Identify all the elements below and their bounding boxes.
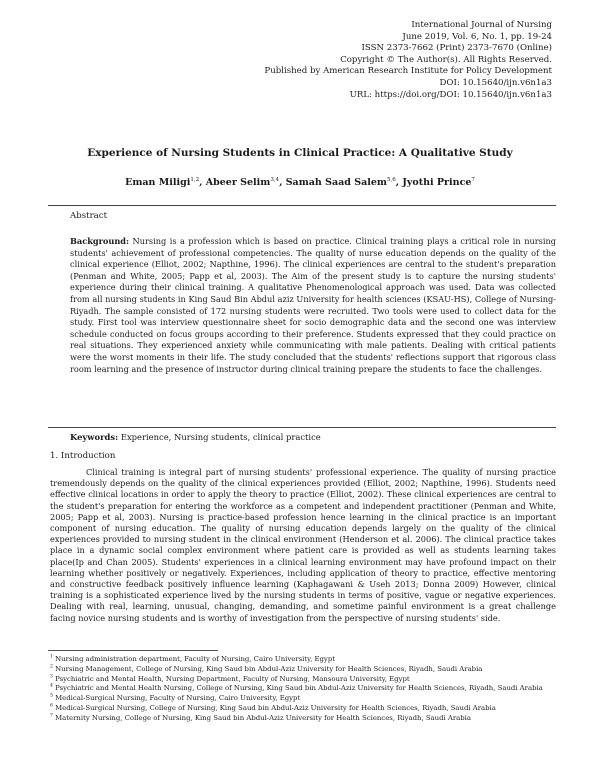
- abstract-text: [70, 236, 556, 375]
- keywords-label: Keywords:: [70, 432, 119, 442]
- footnotes: [50, 655, 556, 724]
- author-affiliation: 5,6: [386, 176, 396, 183]
- footnote: $^1$ Nursing administration department, Faculty of Nursing, Cairo University, Egypt: [50, 654, 335, 663]
- footnote: $^2$ Nursing Management, College of Nursing, King Saud bin Abdul-Aziz University for Health Sciences, Riyadh, Saudi Arabia: [50, 664, 483, 673]
- footnote: $^4$ Psychiatric and Mental Health Nursing, College of Nursing, King Saud bin Abdul-Aziz University for Health Sciences, Riyadh, Saudi Arabia: [50, 684, 543, 693]
- footnote: $^3$ Psychiatric and Mental Health, Nursing Department, Faculty of Nursing, Mansoura University, Egypt: [50, 674, 410, 683]
- divider: [48, 427, 556, 428]
- journal-copyright: Copyright © The Author(s). All Rights Reserved.: [340, 54, 552, 65]
- author-name: Samah Saad Salem: [285, 177, 387, 188]
- journal-issue: June 2019, Vol. 6, No. 1, pp. 19-24: [402, 31, 552, 42]
- footnote: $^5$ Medical-Surgical Nursing, Faculty of Nursing, Cairo University, Egypt: [50, 693, 301, 703]
- author-name: Eman Miligi: [125, 177, 191, 188]
- keywords-text: Experience, Nursing students, clinical practice: [118, 432, 321, 442]
- paper-title: Experience of Nursing Students in Clinical Practice: A Qualitative Study: [87, 147, 513, 159]
- abstract-heading: Abstract: [70, 211, 108, 221]
- author-list: Eman Miligi$^{1,2}$, Abeer Selim$^{3,4}$, Samah Saad Salem$^{5,6}$, Jyothi Prince$^7$: [125, 176, 475, 188]
- author-affiliation: 7: [471, 176, 475, 183]
- journal-issn: ISSN 2373-7662 (Print) 2373-7670 (Online): [361, 43, 552, 54]
- abstract-content: Nursing is a profession which is based on practice. Clinical training plays a critical role in nursing students' achievement of professional competencies. The quality of nurse education depends on the quality of the clinical experience (Elliot, 2002; Napthine, 1996). The clinical experiences are central to the student's preparation (Penman and White, 2005; Papp et al, 2003). The Aim of the present study is to capture the nursing students' experience during their clinical training. A qualitative Phenomenological approach was used. Data was collected from all nursing students in King Saud Bin Abdul aziz University for health sciences (KSAU-HS), College of Nursing-Riyadh. The sample consisted of 172 nursing students were recruited. Two tools were used to collect data for the study. First tool was interview questionnaire sheet for socio demographic data and the second one was interview schedule conducted on focus groups according to their preference. Students expressed that they could practice on real situations. They experienced anxiety while communicating with male patients. Dealing with critical patients were the worst moments in their life. The study concluded that the students' reflections support that rigorous class room learning and the presence of instructor during clinical training prepare the students to face the challenges.: [70, 236, 556, 374]
- footnote: $^7$ Maternity Nursing, College of Nursing, King Saud bin Abdul-Aziz University for Health Sciences, Riyadh, Saudi Arabia: [50, 713, 471, 722]
- author-name: Abeer Selim: [205, 177, 271, 188]
- author-affiliation: 3,4: [270, 176, 280, 183]
- intro-paragraph: Clinical training is integral part of nursing students' professional experience. The quality of nursing practice tremendously depends on the quality of the clinical experiences provided (Elliot, 2002; Napthine, 1996). Students need effective clinical locations in order to apply the theory to practice (Elliot, 2002). These clinical experiences are central to the student's preparation for entering the workforce as a competent and independent practitioner (Penman and White, 2005; Papp et al, 2003). Nursing is practice-based profession hence learning in the clinical practice is an important component of nursing education. The quality of nursing education depends largely on the quality of the clinical experiences provided to nursing student in the clinical environment (Henderson et al. 2006). The clinical practice takes place in a dynamic social complex environment where patient care is provided as well as students learning takes place(Ip and Chan 2005). Students' experiences in a clinical learning environment may have profound impact on their learning whether positively or negatively. Experiences, including application of theory to practice, effective mentoring and constructive feedback positively influence learning (Kaphagawani & Useh 2013; Donna 2009) However, clinical training is a sophisticated experience lived by the nursing students in terms of positive, vague or negative experiences. Dealing with real, learning, unusual, changing, demanding, and sometime painful environment is a great challenge facing novice nursing students and is worthy of investigation from the perspective of nursing students' side.: [50, 467, 556, 623]
- journal-name: International Journal of Nursing: [411, 20, 552, 30]
- journal-url[interactable]: URL: https://doi.org/DOI: 10.15640/ijn.v6n1a3: [349, 89, 552, 100]
- keywords: [70, 432, 321, 442]
- divider: [48, 205, 556, 206]
- section-heading: 1. Introduction: [50, 451, 116, 461]
- footnote: $^6$ Medical-Surgical Nursing, College of Nursing, King Saud bin Abdul-Aziz University for Health Sciences, Riyadh, Saudi Arabia: [50, 703, 496, 712]
- journal-publisher: Published by American Research Institute for Policy Development: [264, 66, 552, 77]
- abstract-label: Background:: [70, 236, 130, 246]
- footnote-divider: [48, 650, 218, 651]
- author-name: Jyothi Prince: [402, 177, 472, 188]
- journal-doi: DOI: 10.15640/ijn.v6n1a3: [439, 77, 552, 88]
- journal-info: [264, 20, 552, 101]
- author-affiliation: 1,2: [190, 176, 200, 183]
